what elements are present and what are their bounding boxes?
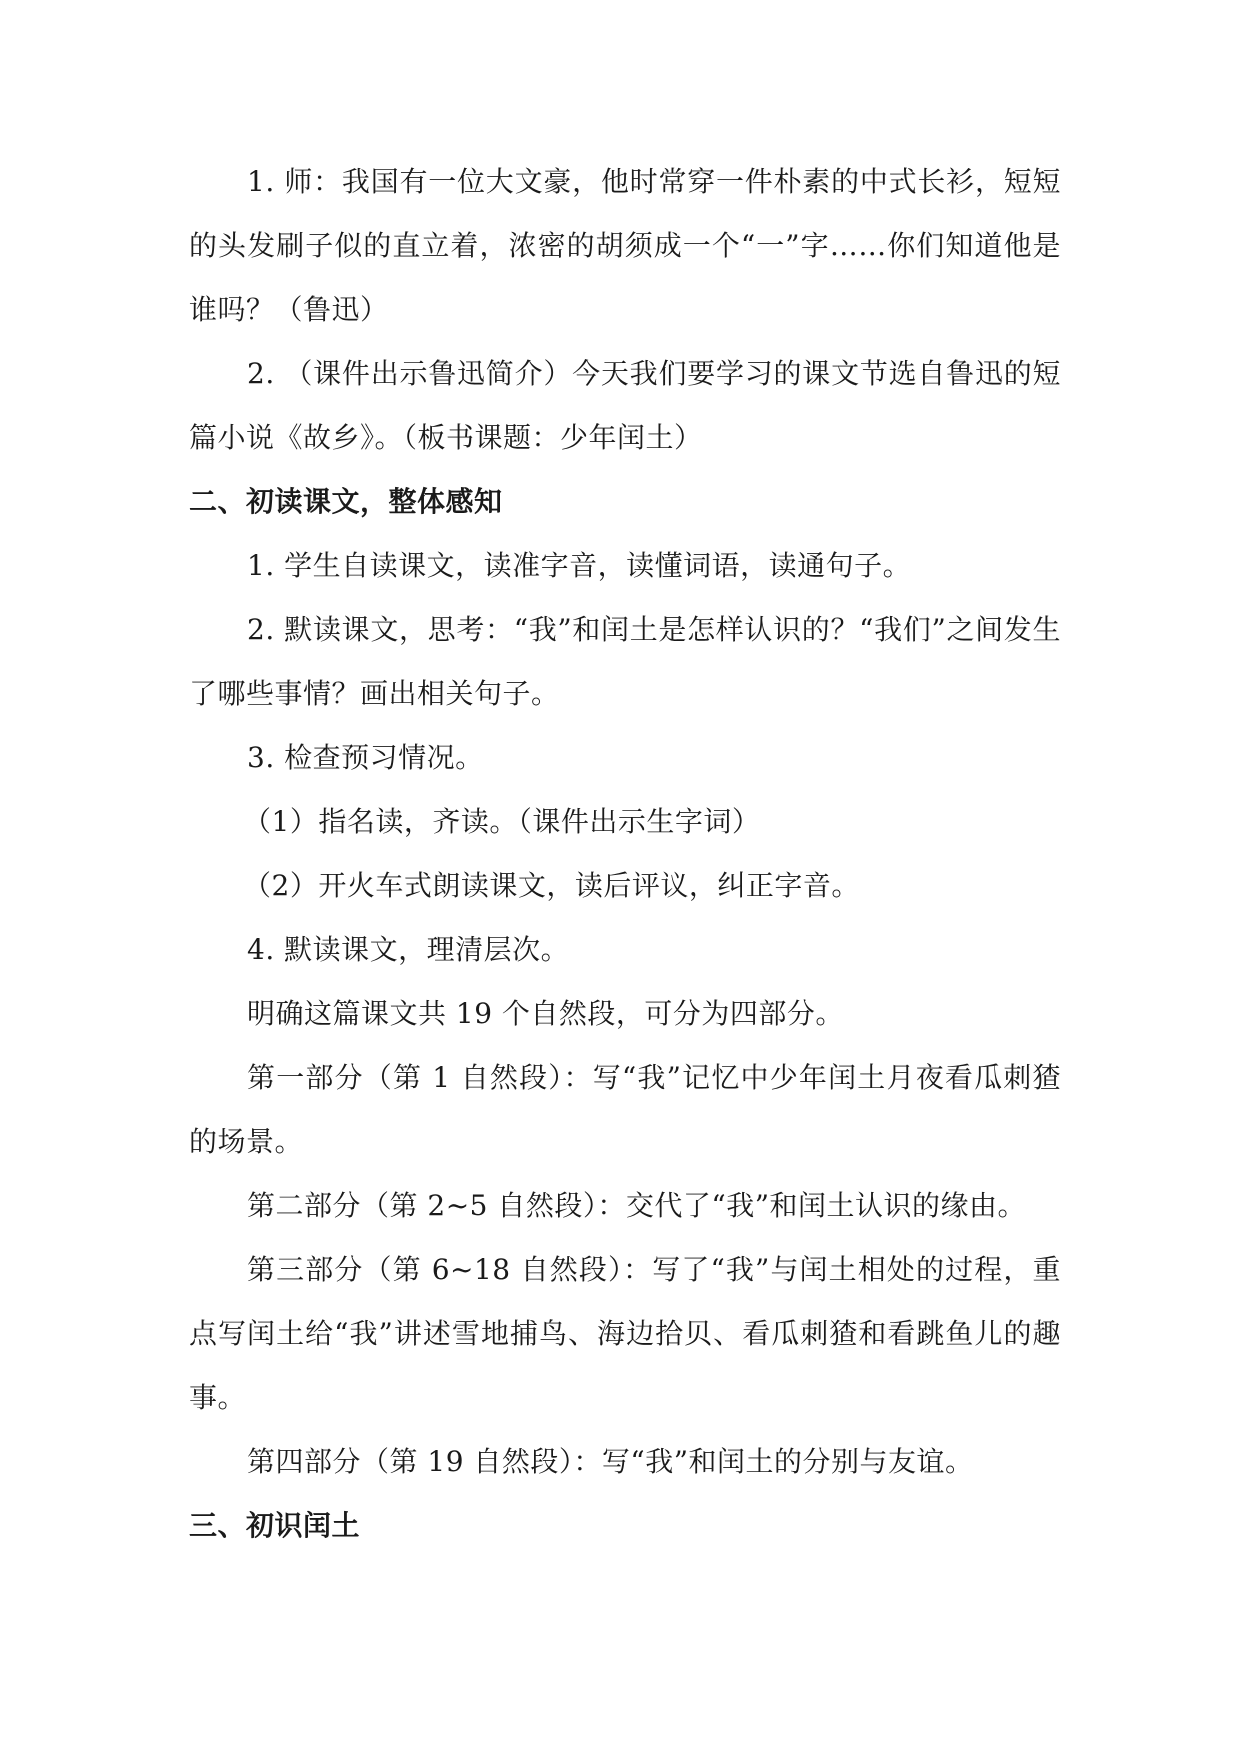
section2-item-4: 4. 默读课文，理清层次。 — [247, 933, 570, 966]
intro-paragraph-1: 1. 师：我国有一位大文豪，他时常穿一件朴素的中式长衫，短短的头发刷子似的直立着，浓密的胡须成一个“一”字……你们知道他是谁吗？（鲁迅） — [189, 165, 1061, 326]
intro-paragraph-2: 2. （课件出示鲁迅简介）今天我们要学习的课文节选自鲁迅的短篇小说《故乡》。（板书课题：少年闰土） — [189, 357, 1061, 454]
section2-summary: 明确这篇课文共 19 个自然段，可分为四部分。 — [247, 997, 844, 1030]
section2-part-2: 第二部分（第 2~5 自然段）：交代了“我”和闰土认识的缘由。 — [247, 1189, 1027, 1222]
section-heading-2: 二、初读课文，整体感知 — [189, 485, 503, 518]
document-page — [189, 150, 1061, 1558]
section2-item-3: 3. 检查预习情况。 — [247, 741, 484, 774]
section2-part-1: 第一部分（第 1 自然段）：写“我”记忆中少年闰土月夜看瓜刺猹的场景。 — [189, 1061, 1061, 1158]
section2-subitem-2: （2）开火车式朗读课文，读后评议，纠正字音。 — [243, 869, 860, 902]
section2-part-3: 第三部分（第 6~18 自然段）：写了“我”与闰土相处的过程，重点写闰土给“我”讲述雪地捕鸟、海边拾贝、看瓜刺猹和看跳鱼儿的趣事。 — [189, 1253, 1061, 1414]
section2-item-2: 2. 默读课文，思考：“我”和闰土是怎样认识的？“我们”之间发生了哪些事情？画出相关句子。 — [189, 613, 1061, 710]
section-heading-3: 三、初识闰土 — [189, 1509, 361, 1542]
section2-part-4: 第四部分（第 19 自然段）：写“我”和闰土的分别与友谊。 — [247, 1445, 974, 1478]
section2-subitem-1: （1）指名读，齐读。（课件出示生字词） — [243, 805, 761, 838]
section2-item-1: 1. 学生自读课文，读准字音，读懂词语，读通句子。 — [247, 549, 912, 582]
